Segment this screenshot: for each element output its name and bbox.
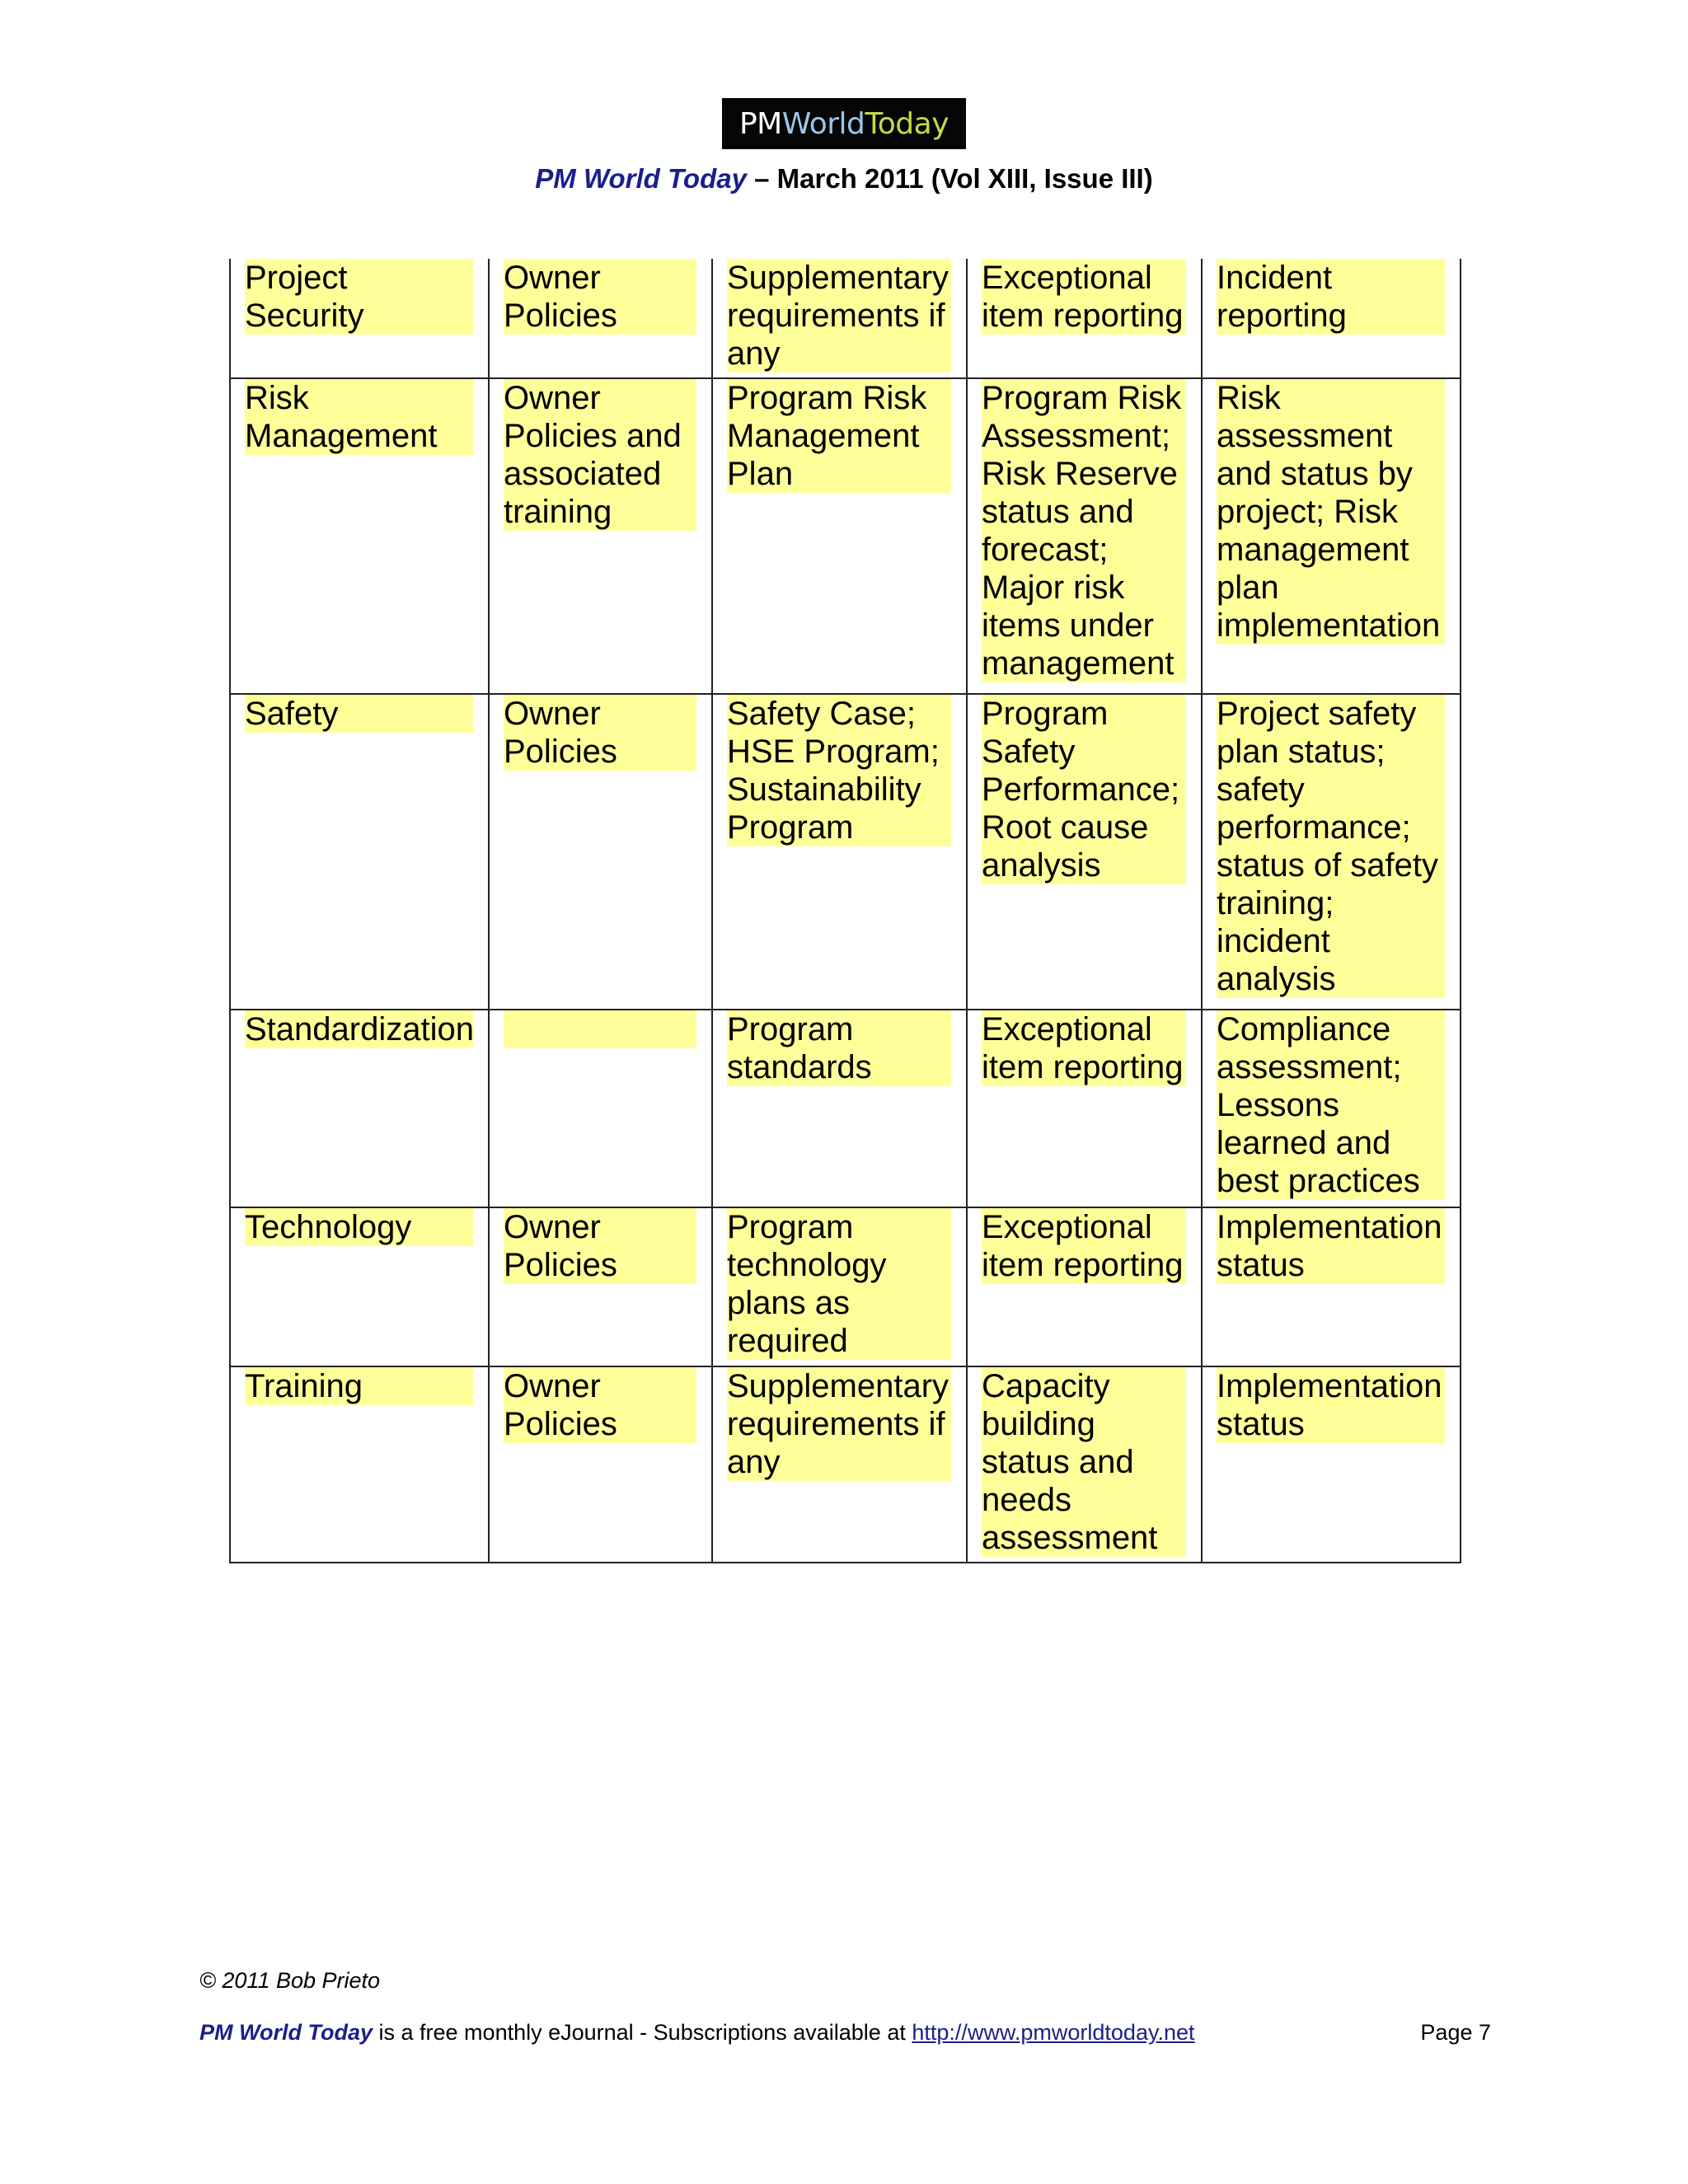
table-cell — [230, 694, 489, 1010]
footer-journal-name: PM World Today — [199, 2020, 373, 2045]
table-row — [230, 1010, 1461, 1207]
page-number: Page 7 — [1420, 2020, 1491, 2045]
page-footer — [199, 2020, 1195, 2046]
table-cell — [967, 694, 1202, 1010]
cell-text: Technology — [245, 1208, 473, 1246]
cell-text: Training — [245, 1367, 473, 1405]
cell-text: Program Safety Performance; Root cause analysis — [982, 695, 1186, 884]
cell-text: Program standards — [727, 1010, 951, 1086]
cell-text: Standardization — [245, 1011, 474, 1047]
cell-text: Risk assessment and status by project; Risk management plan implementation — [1217, 379, 1445, 644]
cell-text: Owner Policies — [504, 1367, 696, 1443]
table-cell — [230, 1207, 489, 1366]
table-cell — [230, 1366, 489, 1563]
cell-text: Implementation status — [1217, 1367, 1445, 1443]
cell-text: Owner Policies and associated training — [504, 379, 696, 531]
cell-text: Program Risk Management Plan — [727, 379, 951, 493]
cell-text: Exceptional item reporting — [982, 259, 1186, 335]
table-cell — [712, 1207, 967, 1366]
table-cell — [967, 259, 1202, 378]
footer-text: is a free monthly eJournal - Subscriptions available at — [373, 2020, 912, 2045]
table-cell — [712, 378, 967, 694]
table-cell — [1202, 694, 1461, 1010]
cell-text: Program Risk Assessment; Risk Reserve status and forecast; Major risk items under management — [982, 379, 1186, 682]
cell-text: Risk Management — [245, 379, 473, 455]
table-cell — [967, 1010, 1202, 1207]
table-body — [230, 259, 1461, 1563]
logo-text-today: Today — [865, 106, 950, 141]
cell-text: Capacity building status and needs assessment — [982, 1367, 1186, 1557]
table-cell — [712, 1010, 967, 1207]
table-cell — [967, 1366, 1202, 1563]
table-row — [230, 1207, 1461, 1366]
table-row — [230, 1366, 1461, 1563]
table-cell — [1202, 378, 1461, 694]
cell-text: Safety Case; HSE Program; Sustainability Program — [727, 695, 951, 846]
cell-text: Safety — [245, 695, 473, 733]
table-cell — [712, 694, 967, 1010]
table-row — [230, 259, 1461, 378]
table-cell — [712, 1366, 967, 1563]
cell-text: Project safety plan status; safety performance; status of safety training; incident analysis — [1217, 695, 1445, 998]
table-cell — [489, 378, 712, 694]
cell-text: Project Security — [245, 259, 473, 335]
cell-text: Owner Policies — [504, 1208, 696, 1284]
cell-text: Compliance assessment; Lessons learned and best practices — [1217, 1010, 1445, 1200]
journal-logo — [722, 98, 966, 149]
cell-text: Supplementary requirements if any — [727, 259, 951, 373]
cell-text: Incident reporting — [1217, 259, 1445, 335]
table-cell — [712, 259, 967, 378]
table-cell — [1202, 1366, 1461, 1563]
subscription-link[interactable]: http://www.pmworldtoday.net — [912, 2020, 1195, 2045]
cell-text: Supplementary requirements if any — [727, 1367, 951, 1481]
responsibility-table — [229, 259, 1461, 1563]
table-cell — [1202, 259, 1461, 378]
cell-text: Implementation status — [1217, 1208, 1445, 1284]
table-cell — [230, 378, 489, 694]
table-cell — [230, 259, 489, 378]
table-cell — [489, 259, 712, 378]
journal-name: PM World Today — [535, 163, 747, 194]
table-cell — [489, 1010, 712, 1207]
table-cell — [967, 378, 1202, 694]
logo-text-pm: PM — [738, 106, 782, 141]
table-cell — [489, 694, 712, 1010]
table-cell — [230, 1010, 489, 1207]
issue-info: – March 2011 (Vol XIII, Issue III) — [746, 163, 1153, 194]
table-cell — [1202, 1207, 1461, 1366]
cell-text: Exceptional item reporting — [982, 1208, 1186, 1284]
table-row — [230, 694, 1461, 1010]
cell-text: Exceptional item reporting — [982, 1010, 1186, 1086]
table-cell — [1202, 1010, 1461, 1207]
copyright-notice: © 2011 Bob Prieto — [199, 1968, 381, 1993]
journal-header — [0, 163, 1688, 194]
logo-text-world: World — [781, 106, 865, 141]
cell-text: Owner Policies — [504, 259, 696, 335]
cell-text: Program technology plans as required — [727, 1208, 951, 1360]
table-cell — [967, 1207, 1202, 1366]
table-row — [230, 378, 1461, 694]
cell-text: Owner Policies — [504, 695, 696, 771]
table-cell — [489, 1207, 712, 1366]
table-cell — [489, 1366, 712, 1563]
cell-text — [504, 1010, 696, 1048]
